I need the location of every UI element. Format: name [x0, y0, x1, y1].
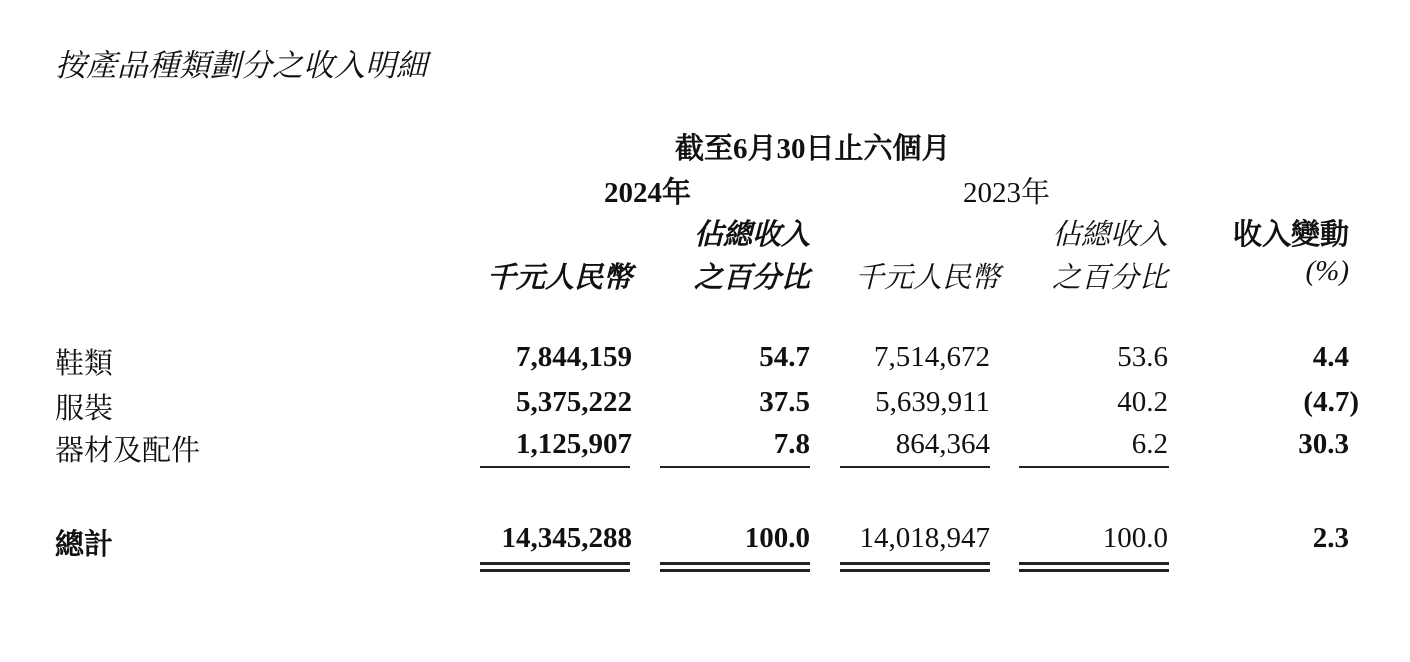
cell-change: 4.4 [1312, 341, 1349, 373]
cell-2024-amount: 7,844,159 [516, 341, 632, 373]
cell-2024-amount: 1,125,907 [516, 428, 632, 460]
cell-2024-amount: 5,375,222 [516, 386, 632, 418]
total-2023-amount: 14,018,947 [859, 522, 990, 554]
cell-change: (4.7) [1303, 386, 1359, 418]
subtotal-rule [480, 466, 630, 468]
cell-2023-pct: 40.2 [1117, 386, 1168, 418]
subtotal-rule [1019, 466, 1169, 468]
total-label: 總計 [55, 529, 114, 561]
cell-2023-amount: 5,639,911 [875, 386, 990, 418]
cell-2023-amount: 864,364 [895, 428, 990, 460]
total-double-rule [660, 562, 810, 572]
total-2024-pct: 100.0 [744, 522, 810, 554]
total-double-rule [840, 562, 990, 572]
row-label: 器材及配件 [55, 435, 201, 467]
cell-2024-pct: 7.8 [773, 428, 810, 460]
col-2024-pct-header-line2: 之百分比 [693, 262, 810, 294]
row-label: 服裝 [55, 393, 114, 425]
col-2023-pct-header-line2: 之百分比 [1051, 262, 1168, 294]
col-change-header-line1: 收入變動 [1232, 219, 1349, 251]
period-header: 截至6月30日止六個月 [675, 133, 951, 165]
total-double-rule [480, 562, 630, 572]
total-2024-amount: 14,345,288 [501, 522, 632, 554]
col-2024-amount-header: 千元人民幣 [486, 262, 632, 294]
cell-2023-amount: 7,514,672 [874, 341, 990, 373]
total-double-rule [1019, 562, 1169, 572]
cell-2024-pct: 37.5 [759, 386, 810, 418]
row-label: 鞋類 [55, 348, 114, 380]
total-2023-pct: 100.0 [1102, 522, 1168, 554]
col-2023-amount-header: 千元人民幣 [854, 262, 1000, 294]
year-2024-header: 2024年 [604, 177, 692, 209]
cell-2024-pct: 54.7 [759, 341, 810, 373]
cell-2023-pct: 53.6 [1117, 341, 1168, 373]
col-change-header-line2: (%) [1305, 255, 1349, 287]
cell-2023-pct: 6.2 [1131, 428, 1168, 460]
cell-change: 30.3 [1298, 428, 1349, 460]
subtotal-rule [840, 466, 990, 468]
col-2023-pct-header-line1: 佔總收入 [1051, 219, 1168, 251]
total-change: 2.3 [1312, 522, 1349, 554]
subtotal-rule [660, 466, 810, 468]
table-title: 按產品種類劃分之收入明細 [55, 48, 427, 83]
col-2024-pct-header-line1: 佔總收入 [693, 219, 810, 251]
year-2023-header: 2023年 [963, 177, 1051, 209]
